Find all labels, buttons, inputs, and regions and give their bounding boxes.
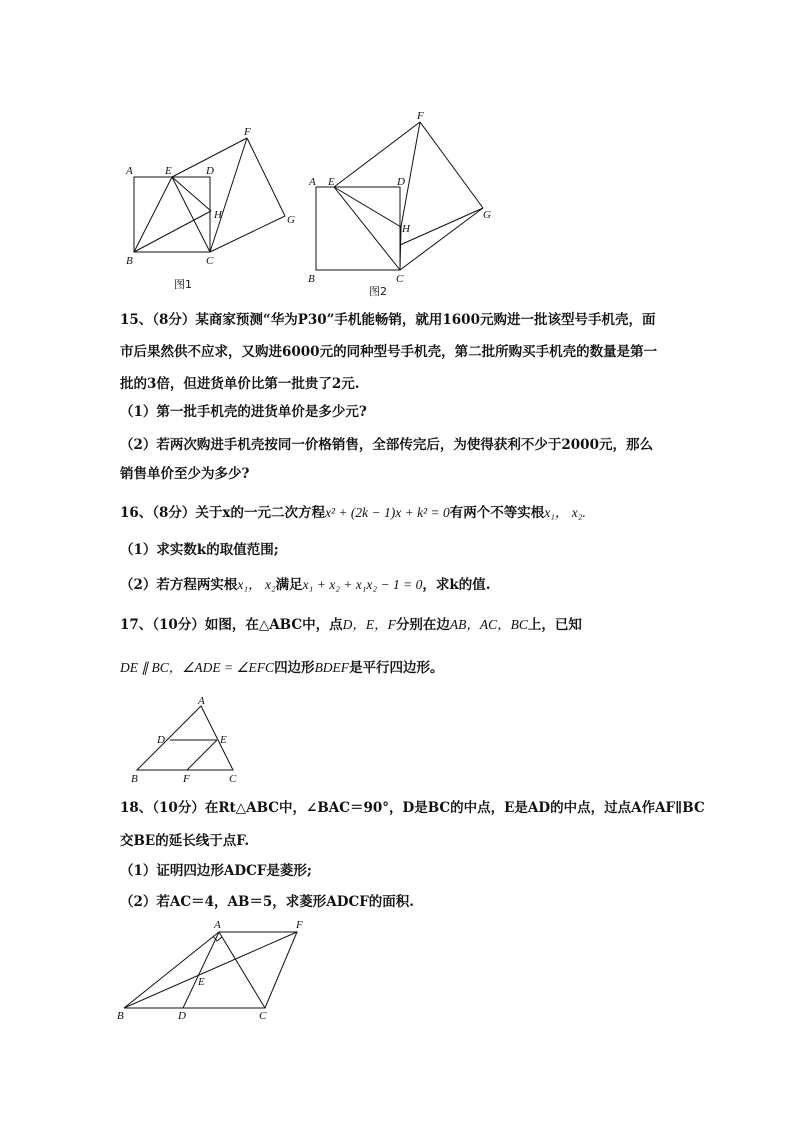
triangle-abc	[137, 706, 233, 770]
fig2-label-b: B	[308, 273, 315, 285]
q18-fig-c: C	[259, 1010, 267, 1022]
q17-mid3: 四边形	[274, 660, 315, 676]
fig2-label-a: A	[309, 176, 316, 188]
square-abcd	[134, 177, 210, 252]
q15-sub1: （1）第一批手机壳的进货单价是多少元?	[120, 404, 367, 420]
fig1-label-a: A	[126, 165, 133, 177]
q17-points: D，E，F	[342, 617, 396, 632]
q17-sides: AB，AC，BC	[449, 617, 528, 632]
fig1-label-e: E	[165, 165, 172, 177]
q17-mid2: 上，已知	[527, 617, 582, 633]
q16-prefix: 16、（8分）关于x的一元二次方程	[120, 505, 325, 521]
q18-fig-e: E	[198, 976, 205, 988]
q17-mid1: 分别在边	[395, 617, 450, 633]
q18-fig-f: F	[296, 919, 303, 931]
q18-line2: 交BE的延长线于点F.	[120, 833, 250, 849]
fig2-label-h: H	[402, 223, 410, 235]
figure-q18	[112, 912, 317, 1024]
fig1-caption: 图1	[174, 278, 192, 291]
q16-sub2-suffix: ，求k的值.	[422, 577, 491, 593]
fig1-label-c: C	[206, 255, 214, 267]
q17-prefix: 17、（10分）如图，在△ABC中，点	[120, 617, 343, 633]
q16-sub2-eq: x₁ + x₂ + x₁x₂ − 1 = 0	[302, 577, 423, 592]
q15-sub2a: （2）若两次购进手机壳按同一价格销售，全部传完后，为使得获利不少于2000元，那么	[120, 437, 653, 453]
q17-quad: BDEF	[314, 660, 350, 675]
figure-2	[300, 105, 510, 300]
q16-sub2-mid: 满足	[275, 577, 303, 593]
q17-fig-e: E	[220, 734, 227, 746]
q18-fig-d: D	[178, 1010, 186, 1022]
q18-fig-a: A	[214, 919, 221, 931]
q17-fig-a: A	[198, 695, 205, 707]
fig2-label-c: C	[396, 273, 404, 285]
q16-sub1: （1）求实数k的取值范围;	[120, 542, 279, 558]
fig2-label-d: D	[397, 176, 405, 188]
q18-sub1: （1）证明四边形ADCF是菱形;	[120, 863, 312, 879]
q17-line1	[120, 615, 582, 635]
q15-sub2b: 销售单价至少为多少?	[120, 466, 250, 482]
q16-middle: 有两个不等实根	[449, 505, 545, 521]
right-angle-mark	[213, 936, 222, 941]
q18-line1: 18、（10分）在Rt△ABC中，∠BAC＝90°，D是BC的中点，E是AD的中点，过点A作AF∥BC	[120, 800, 705, 816]
q17-fig-b: B	[131, 773, 138, 785]
q16-line1	[120, 503, 586, 523]
q16-sub2-roots: x₁， x₂	[237, 577, 276, 592]
q16-sub2-prefix: （2）若方程两实根	[120, 577, 238, 593]
figure-1	[110, 115, 310, 295]
q17-fig-d: D	[157, 734, 165, 746]
fig2-label-g: G	[483, 209, 491, 221]
fig1-label-b: B	[126, 255, 133, 267]
fig2-label-e: E	[328, 176, 335, 188]
square-abcd-2	[316, 187, 400, 270]
q18-fig-b: B	[117, 1010, 124, 1022]
fig2-label-f: F	[417, 110, 424, 122]
q17-cond: DE ∥ BC，∠ADE = ∠EFC	[120, 660, 275, 675]
q17-line2	[120, 658, 444, 678]
q18-sub2: （2）若AC＝4，AB＝5，求菱形ADCF的面积.	[120, 894, 414, 910]
fig1-label-h: H	[214, 209, 222, 221]
q16-sub2	[120, 575, 490, 595]
q15-line3: 批的3倍，但进货单价比第一批贵了2元.	[120, 376, 360, 392]
q17-suffix: 是平行四边形。	[349, 660, 444, 676]
fig1-label-g: G	[287, 214, 295, 226]
figure-q17	[125, 694, 250, 786]
q17-fig-f: F	[183, 773, 190, 785]
q15-line2: 市后果然供不应求，又购进6000元的同种型号手机壳，第二批所购买手机壳的数量是第一	[120, 344, 658, 360]
q16-equation: x² + (2k − 1)x + k² = 0	[324, 505, 450, 520]
parallelogram-adcf	[183, 932, 297, 1008]
fig1-label-f: F	[244, 126, 251, 138]
fig2-caption: 图2	[369, 285, 387, 298]
fig1-label-d: D	[206, 165, 214, 177]
q17-fig-c: C	[229, 773, 237, 785]
q15-line1: 15、（8分）某商家预测“华为P30”手机能畅销，就用1600元购进一批该型号手机壳，面	[120, 312, 656, 328]
q16-roots: x₁， x₂.	[544, 505, 586, 520]
